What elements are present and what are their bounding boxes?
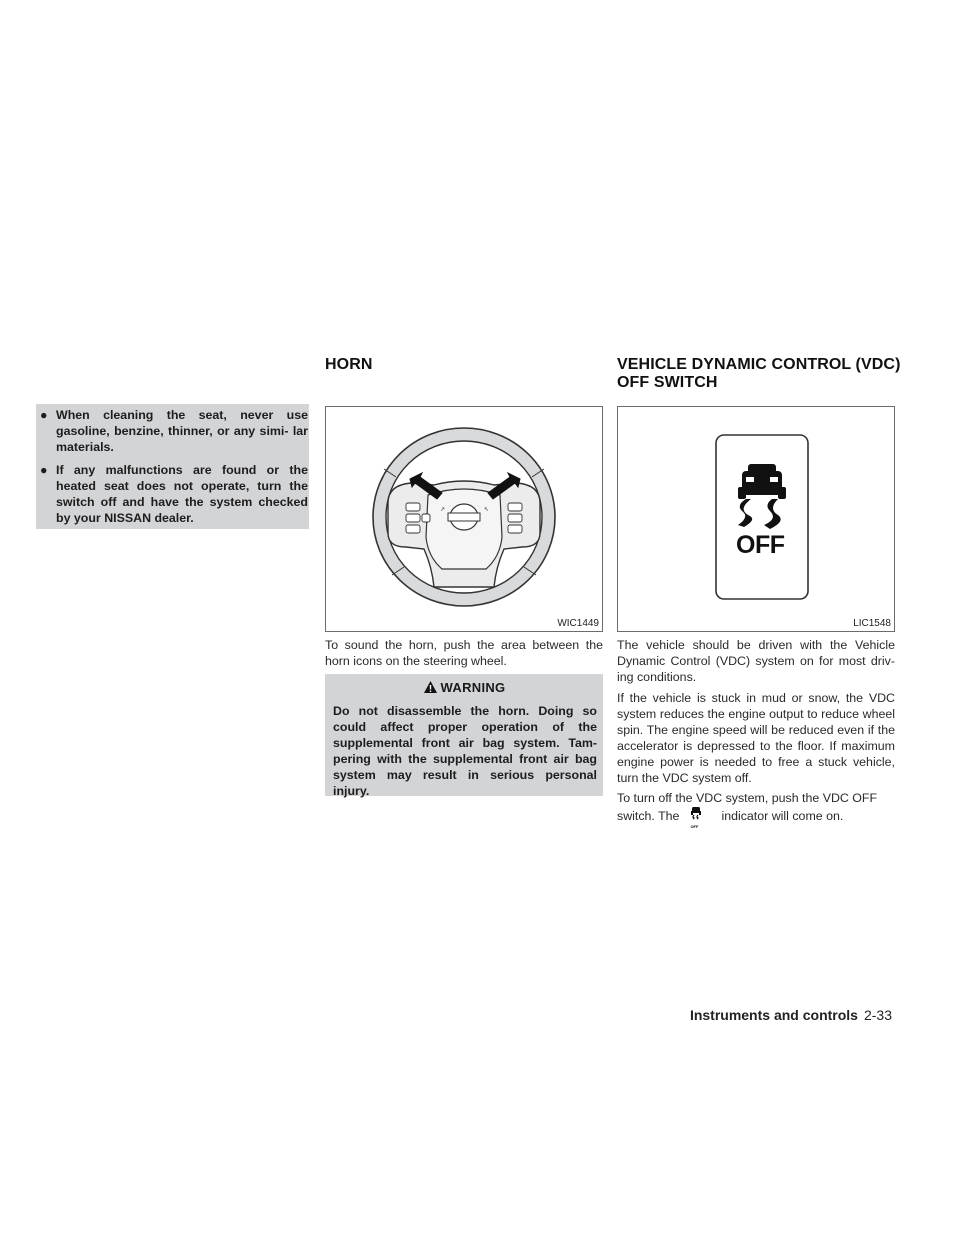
vdc-para3-prefix: switch. The xyxy=(617,809,680,823)
vdc-title-line2: OFF SWITCH xyxy=(617,374,718,391)
vdc-title-line1: VEHICLE DYNAMIC CONTROL (VDC) xyxy=(617,356,901,373)
vdc-para1: The vehicle should be driven with the Vehicle Dynamic Control (VDC) system on for most driv- ing conditions. xyxy=(617,638,895,684)
warning-text: Do not disassemble the horn. Doing so could affect proper operation of the supplemental front air bag system. Tam- pering with the supplemental front air bag system may result in serious personal injury. xyxy=(333,704,597,798)
caution-list xyxy=(36,407,308,533)
caution-item-text: When cleaning the seat, never use gasoline, benzine, thinner, or any simi- lar materials. xyxy=(56,408,308,454)
page-footer xyxy=(690,1007,892,1023)
vdc-para3 xyxy=(617,790,895,829)
vdc-indicator-label: OFF xyxy=(690,824,699,829)
svg-text:↗: ↗ xyxy=(440,507,446,513)
figure-code: LIC1548 xyxy=(853,618,891,629)
footer-section: Instruments and controls xyxy=(689,1007,858,1023)
horn-title: HORN xyxy=(325,356,373,373)
figure-code: WIC1449 xyxy=(557,618,599,629)
steering-wheel-icon xyxy=(326,407,602,631)
vdc-switch-figure xyxy=(617,406,895,632)
vdc-title xyxy=(617,356,901,392)
vdc-para2: If the vehicle is stuck in mud or snow, the VDC system reduces the engine output to reduce wheel spin. The engine speed will be reduced even if the accelerator is depressed to the floor. If maximum engine power is needed to free a stuck vehicle, turn the VDC system off. xyxy=(617,691,895,785)
vdc-para3-suffix: indicator will come on. xyxy=(721,809,844,823)
bullet: ● xyxy=(40,463,48,477)
warning-triangle-icon xyxy=(423,680,438,697)
vdc-off-label: OFF xyxy=(736,531,785,559)
page-number: 2-33 xyxy=(863,1007,892,1023)
caution-item-text: If any malfunctions are found or the heated seat does not operate, turn the switch off and have the system checked by your NISSAN dealer. xyxy=(56,463,308,525)
vdc-switch-icon xyxy=(618,407,894,631)
caution-item xyxy=(36,407,308,455)
warning-heading xyxy=(325,680,603,697)
vdc-para3-line1: To turn off the VDC system, push the VDC OFF xyxy=(617,791,878,805)
vdc-off-indicator-icon xyxy=(689,806,703,829)
horn-body: To sound the horn, push the area between the horn icons on the steering wheel. xyxy=(325,638,603,668)
bullet: ● xyxy=(40,408,48,422)
steering-wheel-figure xyxy=(325,406,603,632)
caution-item xyxy=(36,462,308,526)
warning-label: WARNING xyxy=(440,680,506,695)
svg-text:↖: ↖ xyxy=(484,507,490,513)
